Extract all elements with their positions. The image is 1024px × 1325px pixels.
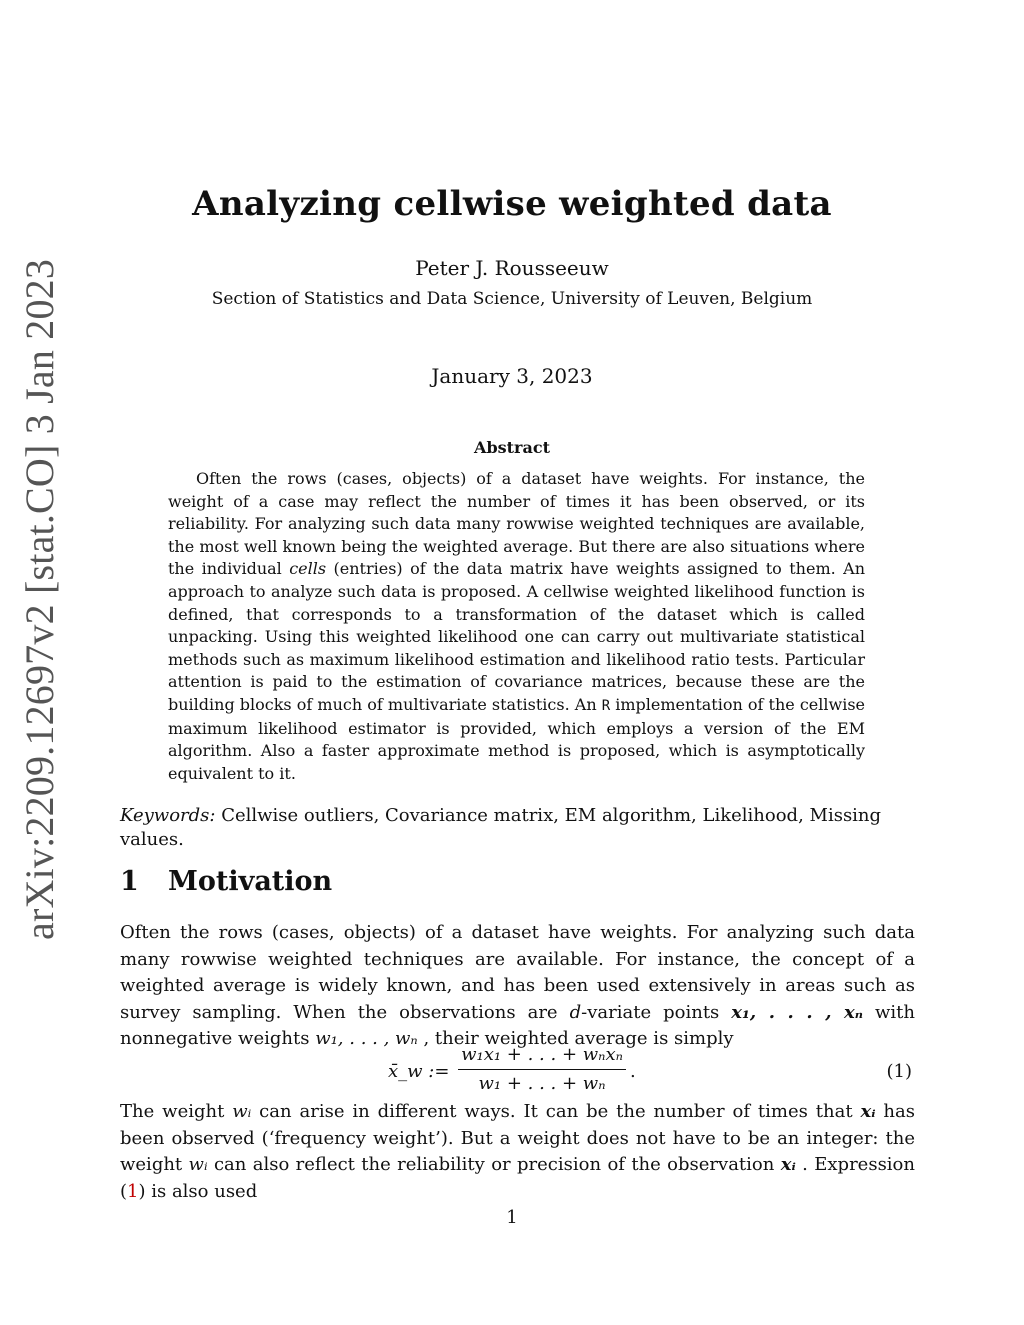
section-paragraph-1 <box>120 920 915 1053</box>
w-i-symbol-2: wᵢ <box>188 1154 208 1175</box>
x-i-symbol: xᵢ <box>860 1101 876 1122</box>
x-list: x₁, . . . , xₙ <box>731 1001 863 1023</box>
equation-punctuation: . <box>630 1061 636 1082</box>
abstract-text-1: Often the rows (cases, objects) of a dataset have weights. For instance, the weight of a case may reflect the number of times it has been observed, or its reliability. For analyzing such data many rowwise weighted techniques are available, the most well known being the weighted average. But there are also situations where the individual <box>168 469 865 579</box>
equation-fraction <box>458 1043 626 1096</box>
paragraph-2-part-4: can also reflect the reliability or precision of the observation <box>207 1154 781 1175</box>
keywords-label: Keywords: <box>120 805 216 826</box>
arxiv-identifier: arXiv:2209.12697v2 [stat.CO] 3 Jan 2023 <box>17 258 62 940</box>
w-i-symbol: wᵢ <box>232 1101 252 1122</box>
paragraph-2-part-6: ) is also used <box>138 1180 258 1202</box>
keywords <box>120 804 915 852</box>
d-symbol: d <box>569 1001 582 1023</box>
abstract-heading: Abstract <box>474 438 550 457</box>
equation-denominator: w₁ + . . . + wₙ <box>478 1073 606 1094</box>
section-title: Motivation <box>168 866 333 897</box>
w-list: w₁, . . . , wₙ <box>315 1028 418 1049</box>
section-paragraph-2 <box>120 1099 915 1205</box>
r-code-label: R <box>601 697 611 714</box>
abstract-text-2: (entries) of the data matrix have weights assigned to them. An approach to analyze such data is proposed. A cellwise weighted likelihood function is defined, that corresponds to a transformation of the dataset which is called unpacking. Using this weighted likelihood one can carry out multivariate statistical methods such as maximum likelihood estimation and likelihood ratio tests. Particular attention is paid to the estimation of covariance matrices, because these are the building blocks of much of multivariate statistics. An <box>168 559 865 714</box>
paragraph-1-part-3: with nonnegative weights <box>120 1001 915 1049</box>
paragraph-1 <box>120 920 915 1053</box>
page-number: 1 <box>506 1207 518 1228</box>
section-heading <box>120 866 332 897</box>
paragraph-2-part-5: . Expression ( <box>120 1154 915 1202</box>
paragraph-2-part-2: can arise in different ways. It can be the number of times that <box>251 1101 861 1122</box>
publication-date: January 3, 2023 <box>431 364 593 388</box>
paragraph-2-part-1: The weight <box>120 1101 233 1122</box>
paragraph-1-part-4: , their weighted average is simply <box>417 1028 734 1049</box>
paragraph-1-part-2: -variate points <box>581 1001 732 1023</box>
paper-title: Analyzing cellwise weighted data <box>192 184 832 224</box>
abstract-cells-word: cells <box>289 559 327 579</box>
section-number: 1 <box>120 866 139 897</box>
paragraph-1-part-1: Often the rows (cases, objects) of a dataset have weights. For analyzing such data many rowwise weighted techniques are available. For instance, the concept of a weighted average is widely known, and has been used extensively in areas such as survey sampling. When the observations are <box>120 922 915 1023</box>
equation-numerator: w₁x₁ + . . . + wₙxₙ <box>458 1043 626 1070</box>
abstract-text-3: implementation of the cellwise maximum likelihood estimator is provided, which employs a version of the EM algorithm. Also a faster approximate method is proposed, which is asymptotically equivalent to it. <box>168 694 866 783</box>
equation-lhs: x̄_w := <box>388 1061 450 1082</box>
abstract-paragraph <box>168 468 865 785</box>
keywords-text: Cellwise outliers, Covariance matrix, EM algorithm, Likelihood, Missing values. <box>120 805 882 850</box>
paragraph-2 <box>120 1099 915 1205</box>
equation-reference-link[interactable]: 1 <box>127 1180 139 1202</box>
weighted-average-equation <box>388 1043 648 1103</box>
x-i-symbol-2: xᵢ <box>780 1154 796 1175</box>
author-affiliation: Section of Statistics and Data Science, University of Leuven, Belgium <box>211 289 813 309</box>
paragraph-2-part-3: has been observed (‘frequency weight’). But a weight does not have to be an integer: the weight <box>120 1101 915 1175</box>
abstract-body <box>168 468 865 785</box>
author-name: Peter J. Rousseeuw <box>415 256 609 280</box>
equation-number: (1) <box>886 1061 912 1082</box>
